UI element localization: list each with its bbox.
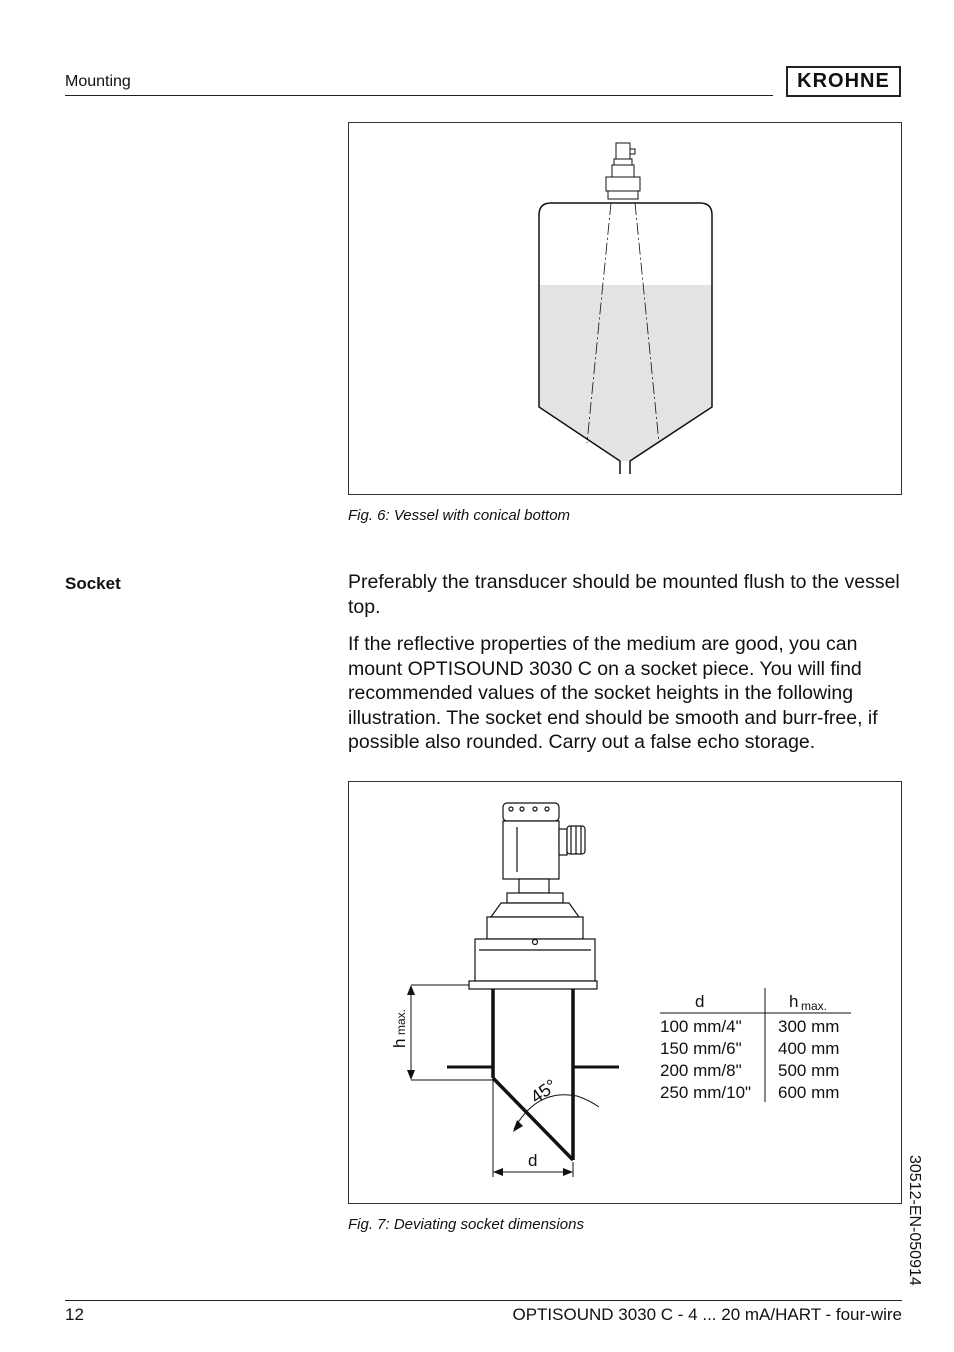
- table-row: 250 mm/10": [660, 1083, 752, 1102]
- angle-label: 45°: [526, 1075, 561, 1108]
- table-row: 150 mm/6": [660, 1039, 742, 1058]
- hmax-label: h: [390, 1038, 409, 1048]
- table-col-h: h: [789, 992, 799, 1011]
- table-row: 500 mm: [778, 1061, 840, 1080]
- header-divider: [65, 95, 773, 96]
- socket-paragraph-2: If the reflective properties of the medium are good, you can mount OPTISOUND 3030 C on a socket piece. You will find recommended values of the socket heights in the following illustration. The socket end should be smooth and burr-free, if possible also rounded. Carry out a false echo storage.: [348, 633, 878, 753]
- document-code: 30512-EN-050914: [906, 1155, 923, 1286]
- table-row: 300 mm: [778, 1017, 840, 1036]
- figure6-caption: Fig. 6: Vessel with conical bottom: [348, 507, 571, 524]
- socket-tube: [493, 989, 573, 1160]
- socket-heading: Socket: [65, 574, 121, 593]
- table-row: 600 mm: [778, 1083, 840, 1102]
- figure-socket-dimensions: [348, 781, 902, 1204]
- figure-vessel-conical-bottom: [348, 122, 902, 495]
- table-col-h-sub: max.: [801, 999, 828, 1013]
- footer-divider: [65, 1300, 902, 1301]
- table-row: 100 mm/4": [660, 1017, 742, 1036]
- transducer-icon: [469, 803, 597, 989]
- table-row: 200 mm/8": [660, 1061, 742, 1080]
- hmax-label-sub: max.: [394, 1008, 408, 1035]
- section-title: Mounting: [65, 73, 131, 90]
- dimension-table: [660, 992, 839, 1102]
- sensor-icon: [606, 143, 640, 199]
- d-label: d: [528, 1151, 538, 1170]
- krohne-logo: KROHNE: [786, 66, 901, 97]
- angle-arc: [514, 1095, 599, 1129]
- table-row: 400 mm: [778, 1039, 840, 1058]
- socket-paragraph-1: Preferably the transducer should be mounted flush to the vessel top.: [348, 571, 900, 618]
- figure7-caption: Fig. 7: Deviating socket dimensions: [348, 1216, 584, 1233]
- page-number: 12: [65, 1305, 84, 1324]
- vessel-medium: [539, 285, 712, 461]
- document-title: OPTISOUND 3030 C - 4 ... 20 mA/HART - four-wire: [512, 1305, 902, 1324]
- table-col-d: d: [695, 992, 705, 1011]
